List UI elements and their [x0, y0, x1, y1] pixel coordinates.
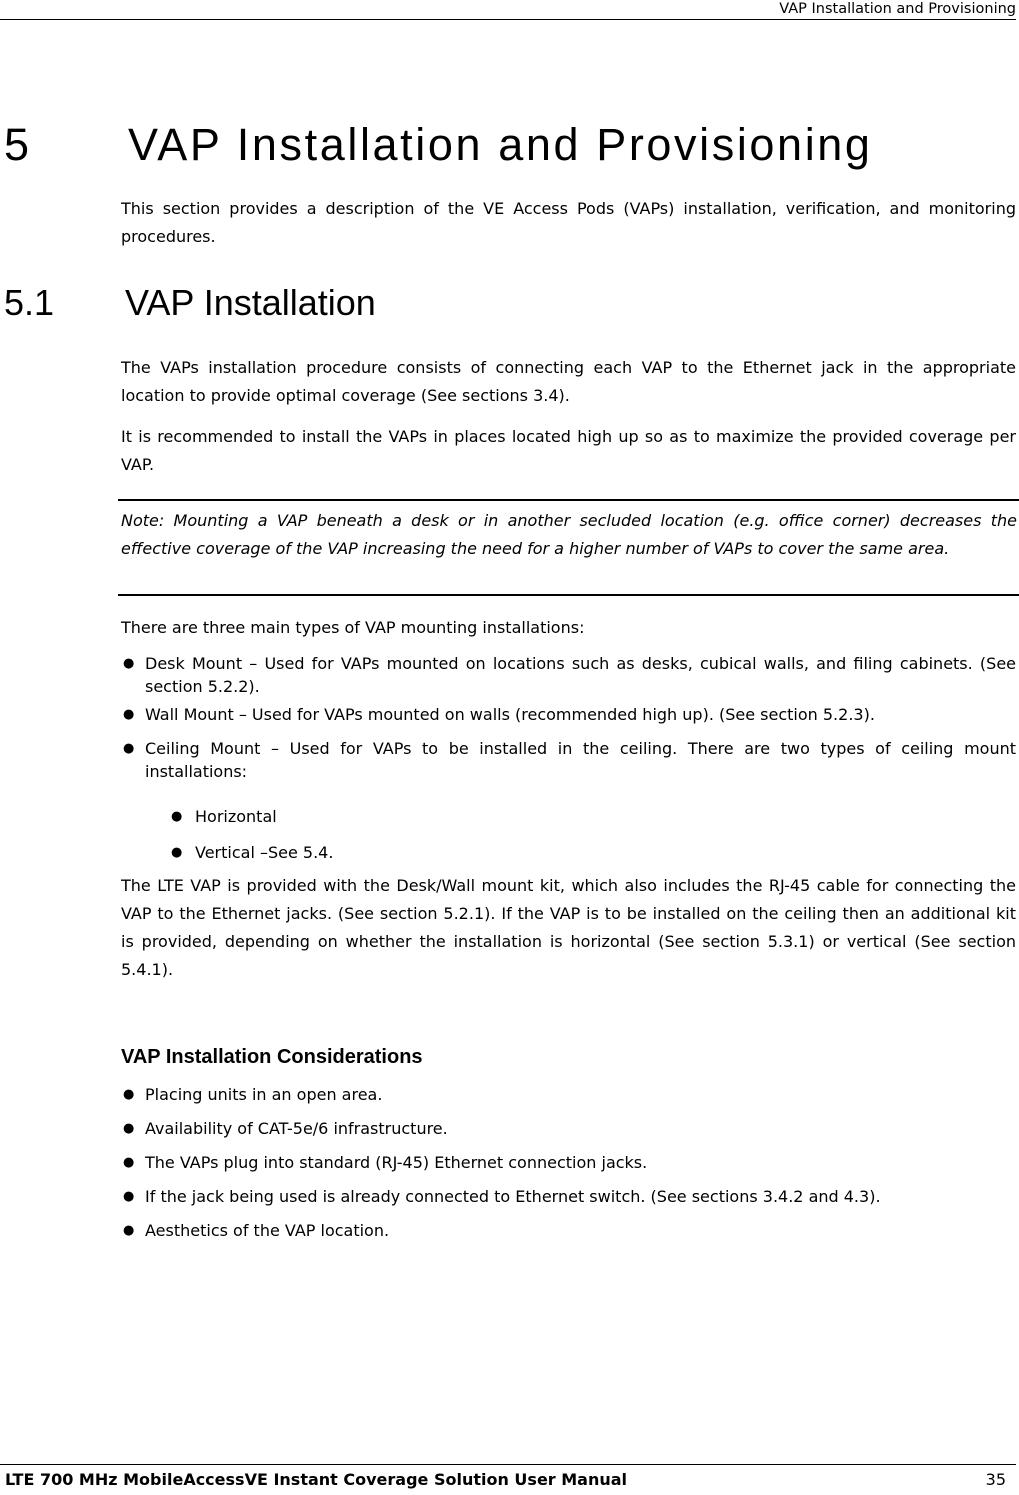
bullet-icon: ● — [123, 707, 135, 722]
list-item-text: Availability of CAT-5e/6 infrastructure. — [145, 1119, 448, 1138]
list-item-text: Aesthetics of the VAP location. — [145, 1221, 390, 1240]
chapter-number: 5 — [4, 119, 32, 170]
list-item — [171, 839, 333, 875]
mount-types-intro: There are three main types of VAP mounting installations: — [121, 618, 585, 637]
list-item — [121, 1115, 1016, 1149]
section-number: 5.1 — [4, 282, 55, 323]
list-item — [121, 1217, 1016, 1251]
bullet-icon: ● — [171, 845, 183, 860]
running-header — [0, 0, 1016, 20]
list-item — [121, 1149, 1016, 1183]
bullet-icon: ● — [123, 1155, 135, 1170]
chapter-title-text: VAP Installation and Provisioning — [128, 119, 873, 170]
bullet-icon: ● — [123, 741, 135, 756]
procedure-paragraph: The VAPs installation procedure consists of connecting each VAP to the Ethernet jack in the appropriate location to provide optimal coverage (See sections 3.4). — [121, 358, 1016, 405]
list-item-text: If the jack being used is already connected to Ethernet switch. (See sections 3.4.2 and 4.3). — [145, 1187, 881, 1206]
considerations-list — [121, 1081, 1016, 1251]
mount-types-list — [121, 651, 1016, 783]
note-box — [118, 499, 1019, 596]
page-footer — [0, 1464, 1016, 1495]
footer-document-title: LTE 700 MHz MobileAccessVE Instant Coverage Solution User Manual — [5, 1470, 628, 1489]
chapter-intro: This section provides a description of the VE Access Pods (VAPs) installation, verification, and monitoring procedures. — [121, 199, 1016, 246]
note-text: Note: Mounting a VAP beneath a desk or in another secluded location (e.g. office corner) decreases the effective coverage of the VAP increasing the need for a higher number of VAPs to cover the same area. — [121, 511, 1017, 558]
list-item-text: Vertical –See 5.4. — [195, 843, 334, 862]
recommendation-paragraph: It is recommended to install the VAPs in places located high up so as to maximize the provided coverage per VAP. — [121, 427, 1016, 474]
chapter-title — [4, 117, 873, 173]
page-number: 35 — [985, 1470, 1006, 1489]
list-item — [121, 737, 1016, 783]
bullet-icon: ● — [123, 1087, 135, 1102]
bullet-icon: ● — [123, 1121, 135, 1136]
bullet-icon: ● — [123, 1223, 135, 1238]
kit-paragraph: The LTE VAP is provided with the Desk/Wall mount kit, which also includes the RJ-45 cable for connecting the VAP to the Ethernet jacks. (See section 5.2.1). If the VAP is to be installed on the ceiling then an additional kit is provided, depending on whether the installation is horizontal (See section 5.3.1) or vertical (See section 5.4.1). — [121, 876, 1016, 979]
section-title — [4, 281, 376, 325]
list-item — [171, 803, 333, 839]
considerations-heading: VAP Installation Considerations — [121, 1046, 423, 1068]
section-title-text: VAP Installation — [125, 282, 376, 323]
bullet-icon: ● — [123, 656, 135, 671]
ceiling-types-list — [171, 803, 333, 875]
bullet-icon: ● — [123, 1189, 135, 1204]
bullet-icon: ● — [171, 809, 183, 824]
list-item — [121, 1081, 1016, 1115]
list-item-text: Placing units in an open area. — [145, 1085, 383, 1104]
list-item-text: Wall Mount – Used for VAPs mounted on walls (recommended high up). (See section 5.2.3). — [145, 705, 875, 724]
list-item-text: Desk Mount – Used for VAPs mounted on locations such as desks, cubical walls, and filing cabinets. (See section 5.2.2). — [145, 654, 1016, 696]
list-item-text: Ceiling Mount – Used for VAPs to be installed in the ceiling. There are two types of ceiling mount installations: — [145, 739, 1016, 781]
list-item-text: The VAPs plug into standard (RJ-45) Ethernet connection jacks. — [145, 1153, 648, 1172]
running-header-title: VAP Installation and Provisioning — [779, 1, 1016, 17]
list-item-text: Horizontal — [195, 807, 277, 826]
list-item — [121, 1183, 1016, 1217]
list-item — [121, 701, 1016, 734]
list-item — [121, 652, 1016, 698]
